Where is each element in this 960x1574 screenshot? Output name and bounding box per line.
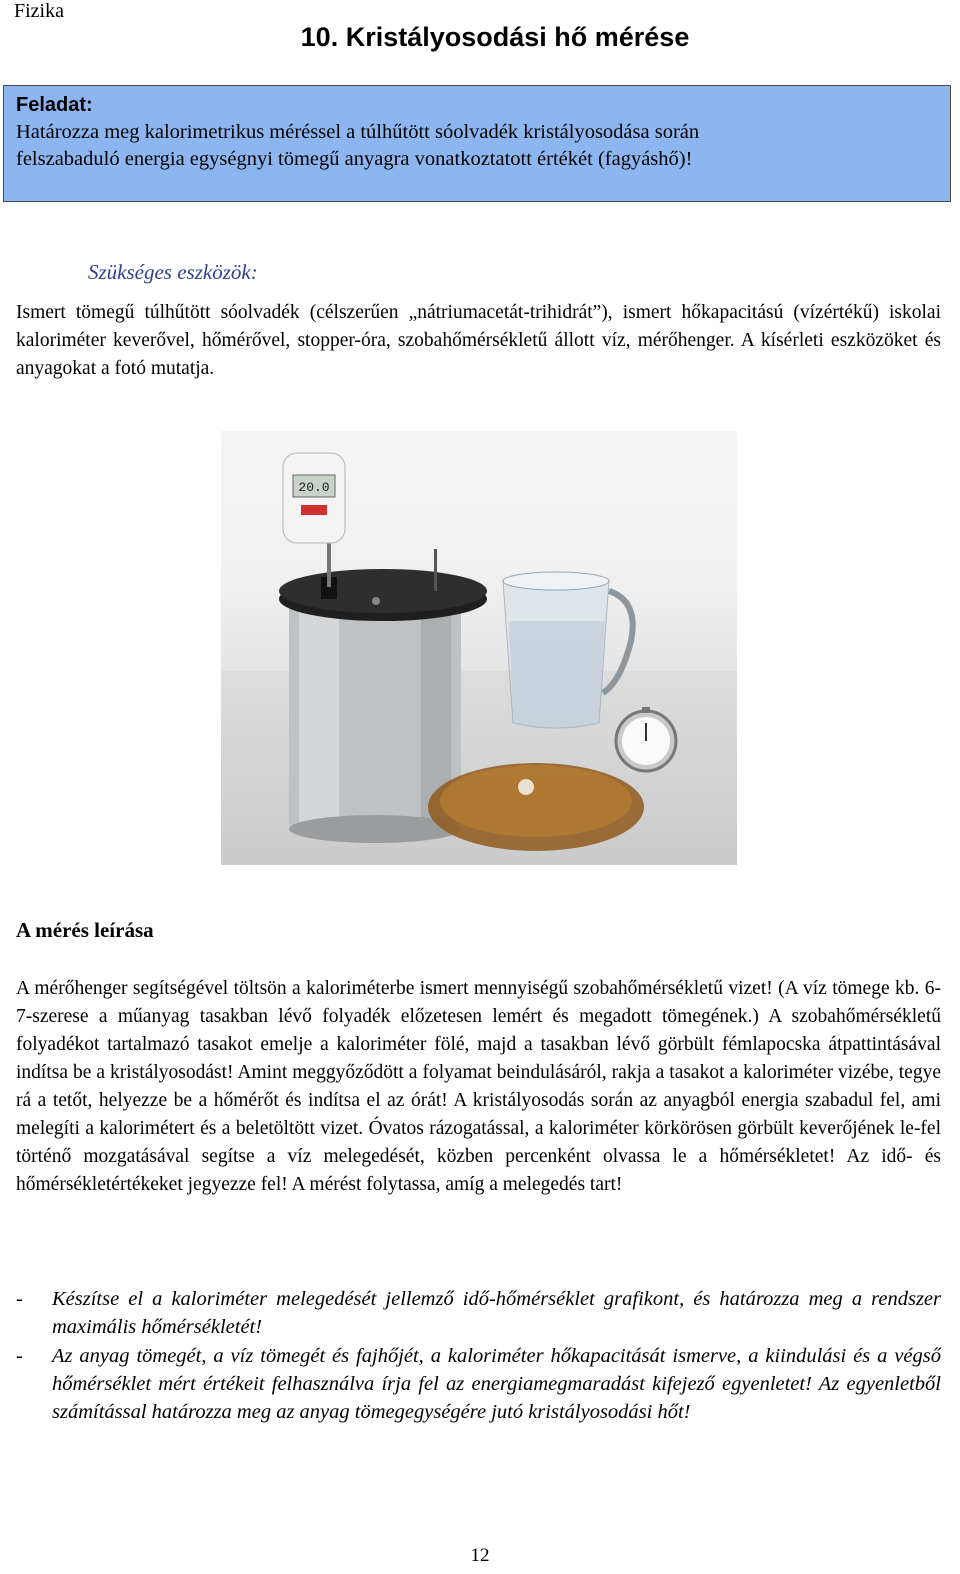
list-item — [16, 1342, 941, 1426]
list-item — [16, 1285, 941, 1341]
list-item-text: Az anyag tömegét, a víz tömegét és fajhőjét, a kaloriméter hőkapacitását ismerve, a kiindulási és a végső hőmérséklet mért értékeit felhasználva írja fel az energiamegmaradást kifejező egyenletet! Az egyenletből számítással határozza meg az anyag tömegegységére jutó kristályosodási hőt! — [52, 1345, 941, 1423]
thermometer-display: 20.0 — [298, 480, 330, 495]
list-marker: - — [16, 1345, 23, 1367]
list-marker: - — [16, 1288, 23, 1310]
list-item-text: Készítse el a kaloriméter melegedését jellemző idő-hőmérséklet grafikont, és határozza meg a rendszer maximális hőmérsékletét! — [52, 1288, 941, 1338]
page-title: 10. Kristályosodási hő mérése — [300, 22, 690, 52]
subject-label: Fizika — [14, 0, 64, 22]
task-box — [3, 85, 951, 202]
page-number: 12 — [470, 1545, 490, 1566]
task-heading: Feladat: — [16, 94, 93, 116]
description-heading: A mérés leírása — [16, 918, 154, 942]
tools-heading: Szükséges eszközök: — [88, 260, 258, 284]
tools-paragraph: Ismert tömegű túlhűtött sóolvadék (célszerűen „nátriumacetát-trihidrát”), ismert hőkapacitású (vízértékű) iskolai kaloriméter keverővel, hőmérővel, stopper-óra, szobahőmérsékletű állott víz, mérőhenger. A kísérleti eszközöket és anyagokat a fotó mutatja. — [16, 302, 941, 379]
task-text-line-1: Határozza meg kalorimetrikus méréssel a túlhűtött sóolvadék kristályosodása során — [16, 121, 700, 143]
experiment-photo-illustration — [221, 431, 737, 865]
task-text-line-2: felszabaduló energia egységnyi tömegű anyagra vonatkoztatott értékét (fagyáshő)! — [16, 148, 693, 170]
experiment-photo — [221, 431, 737, 865]
description-paragraph: A mérőhenger segítségével töltsön a kaloriméterbe ismert mennyiségű szobahőmérsékletű vizet! (A víz tömege kb. 6-7-szerese a műanyag tasakban lévő folyadék előzetesen lemért és megadott tömegének.) A szobahőmérsékletű folyadékot tartalmazó tasakot emelje a kaloriméter fölé, majd a tasakban lévő görbült fémlapocska átpattintásával indítsa be a kristályosodást! Amint meggyőződött a folyamat beindulásáról, rakja a tasakot a kaloriméter vizébe, tegye rá a tetőt, helyezze be a hőmérőt és indítsa el az órát! A kristályosodás során az anyagból energia szabadul fel, ami melegíti a kalorimétert és a beletöltött vizet. Óvatos rázogatással, a kaloriméter körkörösen görbült keverőjének le-fel történő mozgatásával segítse a víz melegedését, közben percenként olvassa le a hőmérsékletet! Az idő- és hőmérsékletértékeket jegyezze fel! A mérést folytassa, amíg a melegedés tart! — [16, 978, 941, 1195]
